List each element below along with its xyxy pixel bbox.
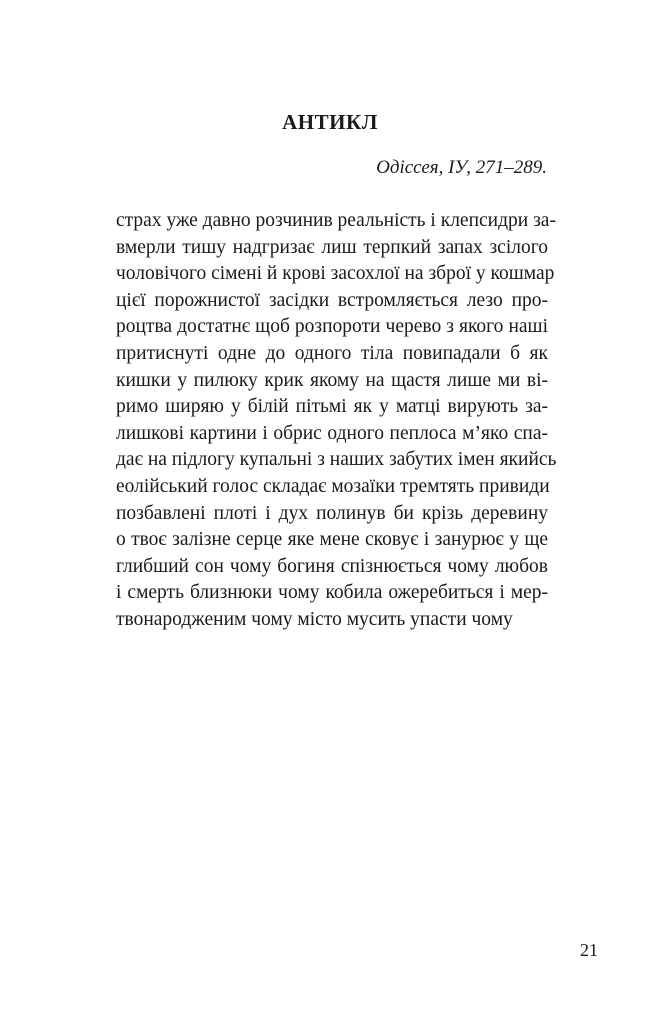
poem-line: твонародженим чому місто мусить упасти чому xyxy=(116,608,513,630)
poem-line: о твоє залізне серце яке мене сковує і занурює у ще xyxy=(116,529,548,551)
poem-line: і смерть близнюки чому кобила ожеребиться і мер- xyxy=(116,582,548,604)
poem-line: римо ширяю у білій пітьмі як у матці вирують за- xyxy=(116,396,548,418)
epigraph: Одіссея, ІУ, 271–289. xyxy=(376,157,547,178)
poem-line: притиснуті одне до одного тіла повипадали б як xyxy=(116,342,548,364)
poem-line: лишкові картини і обрис одного пеплоса м’яко спа- xyxy=(116,422,548,444)
poem-line: еолійський голос складає мозаїки тремтять привиди xyxy=(116,475,550,497)
poem-line: позбавлені плоті і дух полинув би крізь деревину xyxy=(116,502,548,524)
poem-line: страх уже давно розчинив реальність і клепсидри за- xyxy=(116,210,556,231)
page-number: 21 xyxy=(580,940,598,960)
poem-line: чоловічого сімені й крові засохлої на зброї у кошмар xyxy=(116,263,555,285)
poem-line: вмерли тишу надгризає лиш терпкий запах зсілого xyxy=(116,236,548,258)
poem-line: дає на підлогу купальні з наших забутих імен якийсь xyxy=(116,449,557,471)
poem-line: кишки у пилюку крик якому на щастя лише ми ві- xyxy=(116,369,548,391)
poem-title: АНТИКЛ xyxy=(282,110,378,134)
poem-line: роцтва достатнє щоб розпороти черево з якого наші xyxy=(116,316,548,338)
poem-line: глибший сон чому богиня спізнюється чому любов xyxy=(116,555,548,577)
poem-body xyxy=(116,208,557,634)
poem-line: цієї порожнистої засідки встромляється лезо про- xyxy=(116,289,548,311)
